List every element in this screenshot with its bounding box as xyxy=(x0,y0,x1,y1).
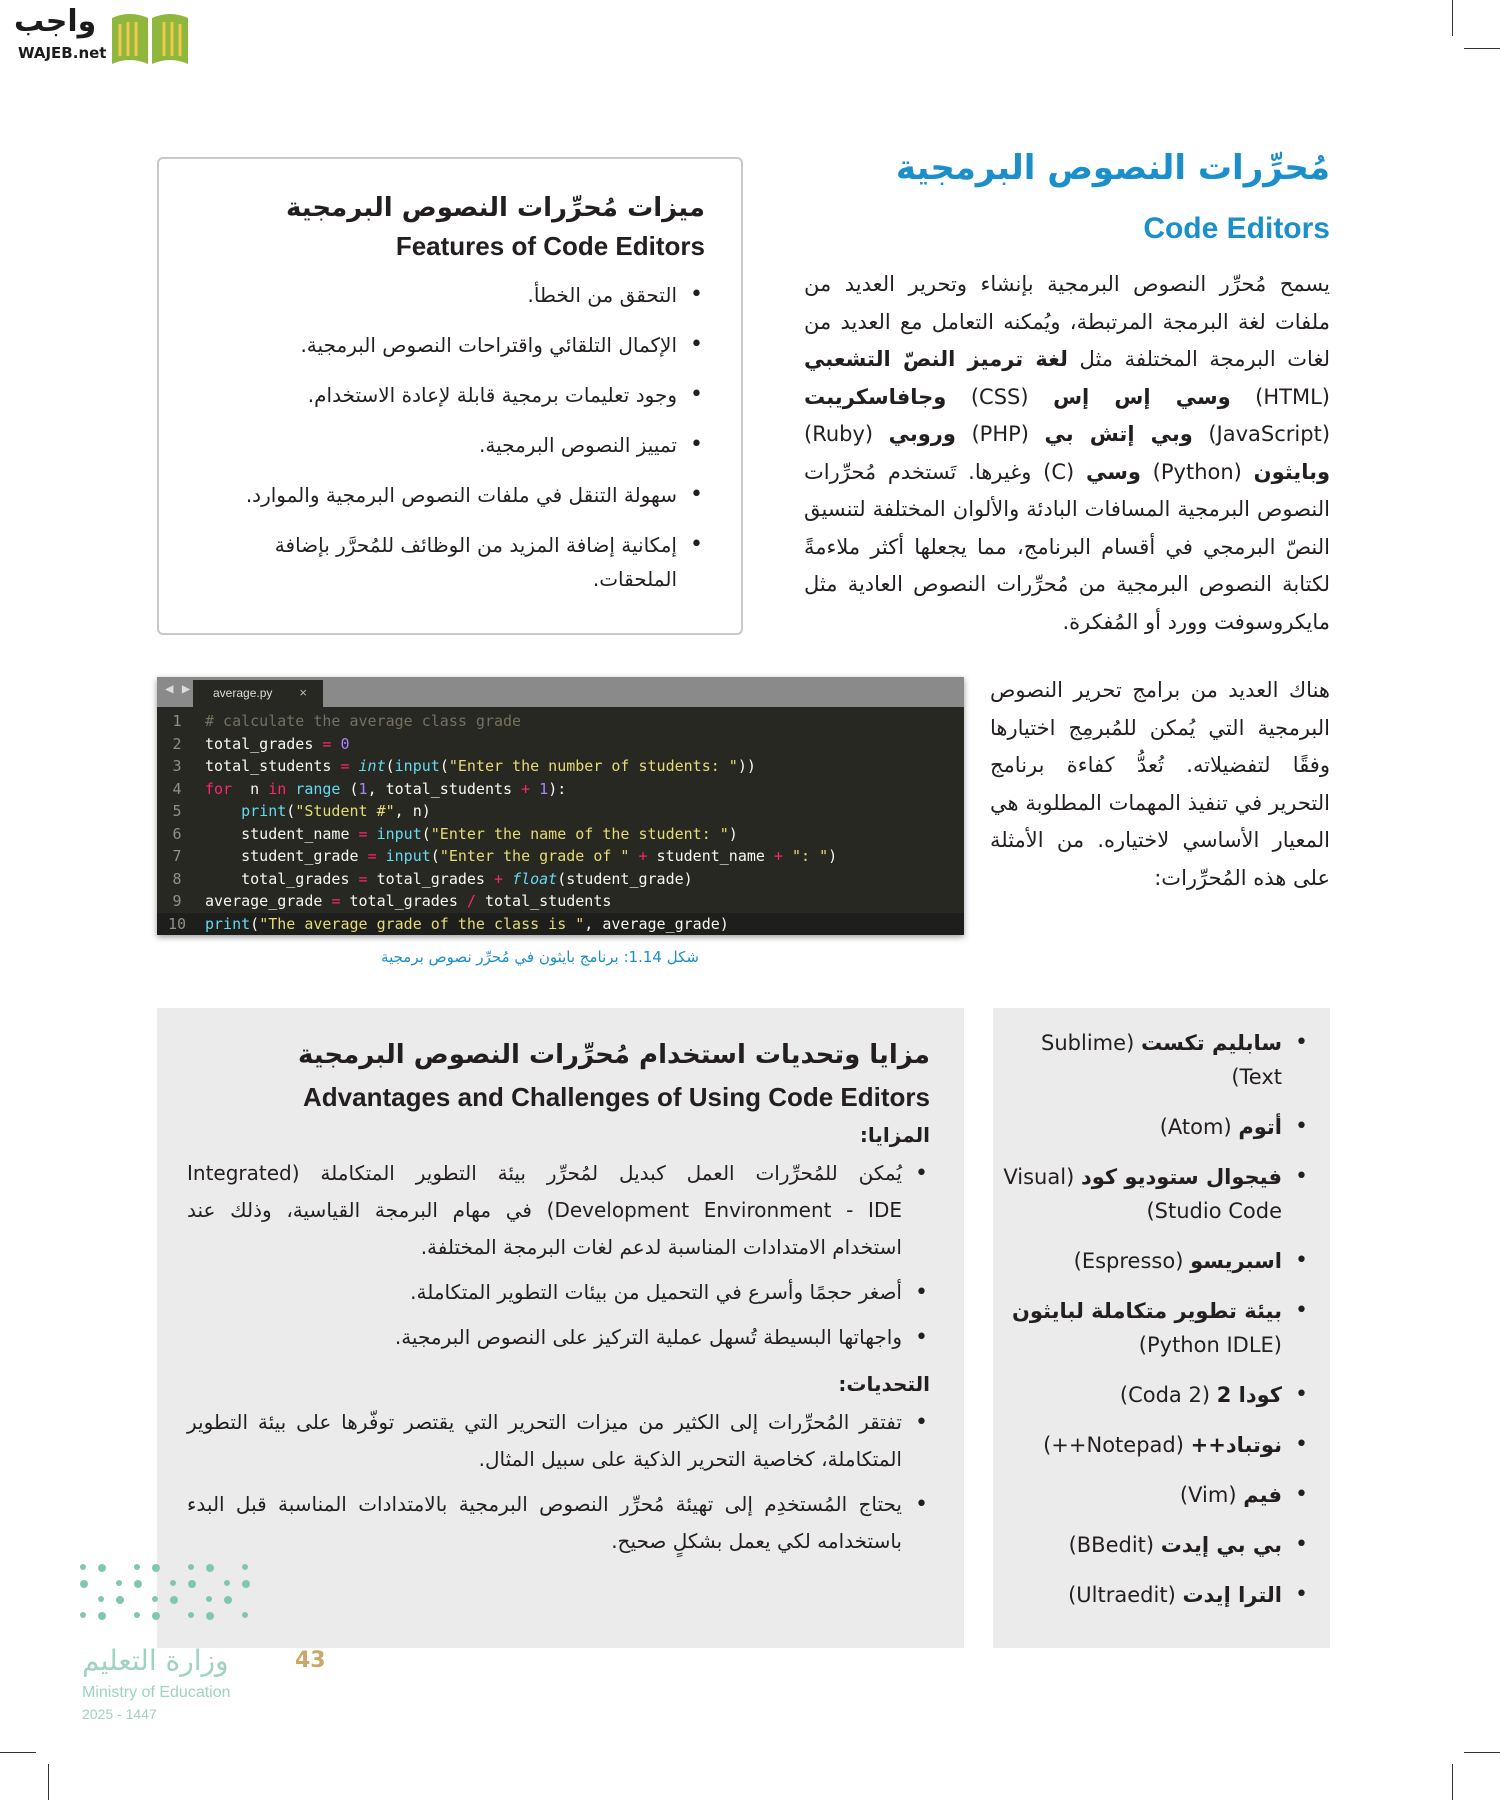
emblem-dot xyxy=(98,1564,106,1572)
emblem-dot xyxy=(134,1564,140,1570)
emblem-dot xyxy=(98,1612,106,1620)
features-title: ميزات مُحرِّرات النصوص البرمجية xyxy=(286,193,705,223)
pros-label: المزايا: xyxy=(859,1123,930,1147)
nav-arrows-icon: ◀ ▶ xyxy=(165,681,191,697)
features-title-en: Features of Code Editors xyxy=(395,231,705,261)
cons-label: التحديات: xyxy=(838,1372,930,1396)
emblem-dot xyxy=(170,1596,178,1604)
editor-name-en: (Vim) xyxy=(1179,1483,1237,1507)
editor-name-ar: الترا إيدت xyxy=(1182,1583,1282,1607)
section-subtitle: Code Editors xyxy=(1143,212,1330,245)
pro-item: • يُمكن للمُحرِّرات العمل كبديل لمُحرِّر بيئة التطوير المتكاملة (Integrated Development Environment - IDE) في مهام البرمجة القياسية، وذلك عند استخدام الامتدادات المناسبة لدعم لغات البرمجة المختلفة. xyxy=(187,1155,930,1266)
emblem-dot xyxy=(170,1580,176,1586)
emblem-dot xyxy=(188,1612,194,1618)
emblem-dot xyxy=(224,1580,230,1586)
crop-mark xyxy=(48,1764,49,1800)
emblem-dot xyxy=(242,1564,248,1570)
close-icon: × xyxy=(299,685,307,700)
code-editor-screenshot xyxy=(157,677,964,935)
editors-list-box xyxy=(993,1008,1330,1648)
editor-list-item xyxy=(1003,1244,1310,1278)
feature-item: • وجود تعليمات برمجية قابلة لإعادة الاستخدام. xyxy=(189,378,705,412)
editor-list-item xyxy=(1003,1160,1310,1228)
editor-list-item xyxy=(1003,1528,1310,1562)
editor-name-ar: بي بي إيدت xyxy=(1160,1533,1282,1557)
emblem-dot xyxy=(98,1596,104,1602)
editor-name-ar: فيجوال ستوديو كود xyxy=(1080,1165,1282,1189)
emblem-dot xyxy=(80,1612,86,1618)
editor-name-ar: سابليم تكست xyxy=(1140,1031,1282,1055)
advantages-box xyxy=(157,1008,964,1648)
editor-name-en: (Visual Studio Code) xyxy=(1003,1165,1282,1223)
editor-list-item xyxy=(1003,1578,1310,1612)
emblem-dot xyxy=(152,1564,160,1572)
emblem-dot xyxy=(206,1564,214,1572)
editor-list-item xyxy=(1003,1428,1310,1462)
editor-name-ar: فيم xyxy=(1243,1483,1282,1507)
editors-intro-paragraph: هناك العديد من برامج تحرير النصوص البرمجية التي يُمكن للمُبرمِج اختيارها وفقًا لتفضيلاته. تُعدُّ كفاءة برنامج التحرير في تنفيذ المهمات المطلوبة هي المعيار الأساسي لاختياره. من الأمثلة على هذه المُحرِّرات: xyxy=(990,678,1330,890)
editor-name-en: (Atom) xyxy=(1159,1115,1232,1139)
emblem-dot xyxy=(152,1612,160,1620)
crop-mark xyxy=(1464,48,1500,49)
feature-item: • التحقق من الخطأ. xyxy=(189,278,705,312)
editor-name-ar: كودا 2 xyxy=(1216,1383,1282,1407)
editor-name-en: (Notepad++) xyxy=(1043,1433,1184,1457)
editor-name-ar: نوتباد++ xyxy=(1190,1433,1282,1457)
page-number: 43 xyxy=(295,1648,326,1673)
emblem-dot xyxy=(134,1612,140,1618)
editor-name-en: (Sublime Text) xyxy=(1041,1031,1282,1089)
feature-item: • الإكمال التلقائي واقتراحات النصوص البرمجية. xyxy=(189,328,705,362)
crop-mark xyxy=(1452,1764,1453,1800)
crop-mark xyxy=(0,1752,36,1753)
crop-mark xyxy=(1452,0,1453,36)
editor-name-en: (BBedit) xyxy=(1068,1533,1155,1557)
emblem-dot xyxy=(116,1580,122,1586)
emblem-dot xyxy=(242,1612,248,1618)
feature-item: • سهولة التنقل في ملفات النصوص البرمجية والموارد. xyxy=(189,478,705,512)
wajeb-logo[interactable]: واجب WAJEB.net xyxy=(10,4,190,68)
editor-list-item xyxy=(1003,1294,1310,1362)
emblem-dot xyxy=(188,1580,196,1588)
emblem-dot xyxy=(152,1596,158,1602)
emblem-dot xyxy=(242,1580,250,1588)
feature-item: • تمييز النصوص البرمجية. xyxy=(189,428,705,462)
ministry-logo: وزارة التعليم 43 Ministry of Education 2025 - 1447 xyxy=(80,1560,360,1730)
emblem-dot xyxy=(206,1596,212,1602)
editor-list-item xyxy=(1003,1110,1310,1144)
editor-list-item xyxy=(1003,1478,1310,1512)
con-item: • تفتقر المُحرِّرات إلى الكثير من ميزات التحرير التي يقتصر توفّرها على بيئة التطوير المتكاملة، كخاصية التحرير الذكية على سبيل المثال. xyxy=(187,1404,930,1478)
emblem-dot xyxy=(188,1564,194,1570)
editor-name-ar: اسبريسو xyxy=(1190,1249,1282,1273)
code-area: 1 # calculate the average class grade 2 total_grades = 0 3 total_students = int(input("Enter the number of students: ")) 4 for n in range (1, total_students + 1): 5 print("Student #", n) 6 student_name = input("Enter the name of the student: ") 7 student_grade = input("Enter the grade of " + student_name + ": ") 8 total_grades = total_grades + float(student_grade) 9 average_grade = total_grades / total_students 10 print("The average grade of the class is ", average_grade) xyxy=(157,707,964,935)
emblem-dot xyxy=(80,1580,88,1588)
editor-name-en: (Espresso) xyxy=(1073,1249,1184,1273)
editor-list-item xyxy=(1003,1026,1310,1094)
feature-item: • إمكانية إضافة المزيد من الوظائف للمُحرَّر بإضافة الملحقات. xyxy=(189,528,705,596)
editor-tab: average.py × xyxy=(193,680,323,707)
editor-name-ar: أتوم xyxy=(1238,1115,1282,1139)
editor-name-en: (Ultraedit) xyxy=(1068,1583,1176,1607)
editor-name-ar: بيئة تطوير متكاملة لبايثون xyxy=(1011,1299,1282,1323)
editor-list-item xyxy=(1003,1378,1310,1412)
book-icon xyxy=(110,10,190,66)
pro-item: • واجهاتها البسيطة تُسهل عملية التركيز على النصوص البرمجية. xyxy=(187,1319,930,1356)
editor-name-en: (Coda 2) xyxy=(1119,1383,1211,1407)
crop-mark xyxy=(1464,1752,1500,1753)
emblem-dot xyxy=(206,1612,214,1620)
con-item: • يحتاج المُستخدِم إلى تهيئة مُحرِّر النصوص البرمجية بالامتدادات المناسبة قبل البدء باستخدامه لكي يعمل بشكلٍ صحيح. xyxy=(187,1486,930,1560)
features-box xyxy=(157,157,743,635)
editor-tab-bar xyxy=(157,677,964,707)
advantages-title: مزايا وتحديات استخدام مُحرِّرات النصوص البرمجية xyxy=(298,1040,930,1070)
emblem-dot xyxy=(80,1564,86,1570)
advantages-title-en: Advantages and Challenges of Using Code Editors xyxy=(303,1082,930,1112)
emblem-dot xyxy=(116,1596,124,1604)
emblem-dot xyxy=(134,1580,142,1588)
section-title: مُحرِّرات النصوص البرمجية xyxy=(895,148,1330,188)
editor-name-en: (Python IDLE) xyxy=(1138,1333,1282,1357)
figure-caption: شكل 1.14: برنامج بايثون في مُحرِّر نصوص برمجية xyxy=(381,948,699,966)
intro-paragraph: يسمح مُحرِّر النصوص البرمجية بإنشاء وتحرير العديد من ملفات لغة البرمجة المرتبطة، ويُمكنه التعامل مع العديد من لغات البرمجة المختلفة مثل لغة ترميز النصّ التشعبي (HTML) وسي إس إس (CSS) وجافاسكريبت (JavaScript) وبي إتش بي (PHP) وروبي (Ruby) وبايثون (Python) وسي (C) وغيرها. تَستخدم مُحرِّرات النصوص البرمجية المسافات البادئة والألوان المختلفة لتنسيق النصّ البرمجي في أقسام البرنامج، مما يجعلها أكثر ملاءمةً لكتابة النصوص البرمجية من مُحرِّرات النصوص العادية مثل مايكروسوفت وورد أو المُفكرة. xyxy=(804,272,1331,634)
emblem-dot xyxy=(224,1596,232,1604)
pro-item: • أصغر حجمًا وأسرع في التحميل من بيئات التطوير المتكاملة. xyxy=(187,1274,930,1311)
